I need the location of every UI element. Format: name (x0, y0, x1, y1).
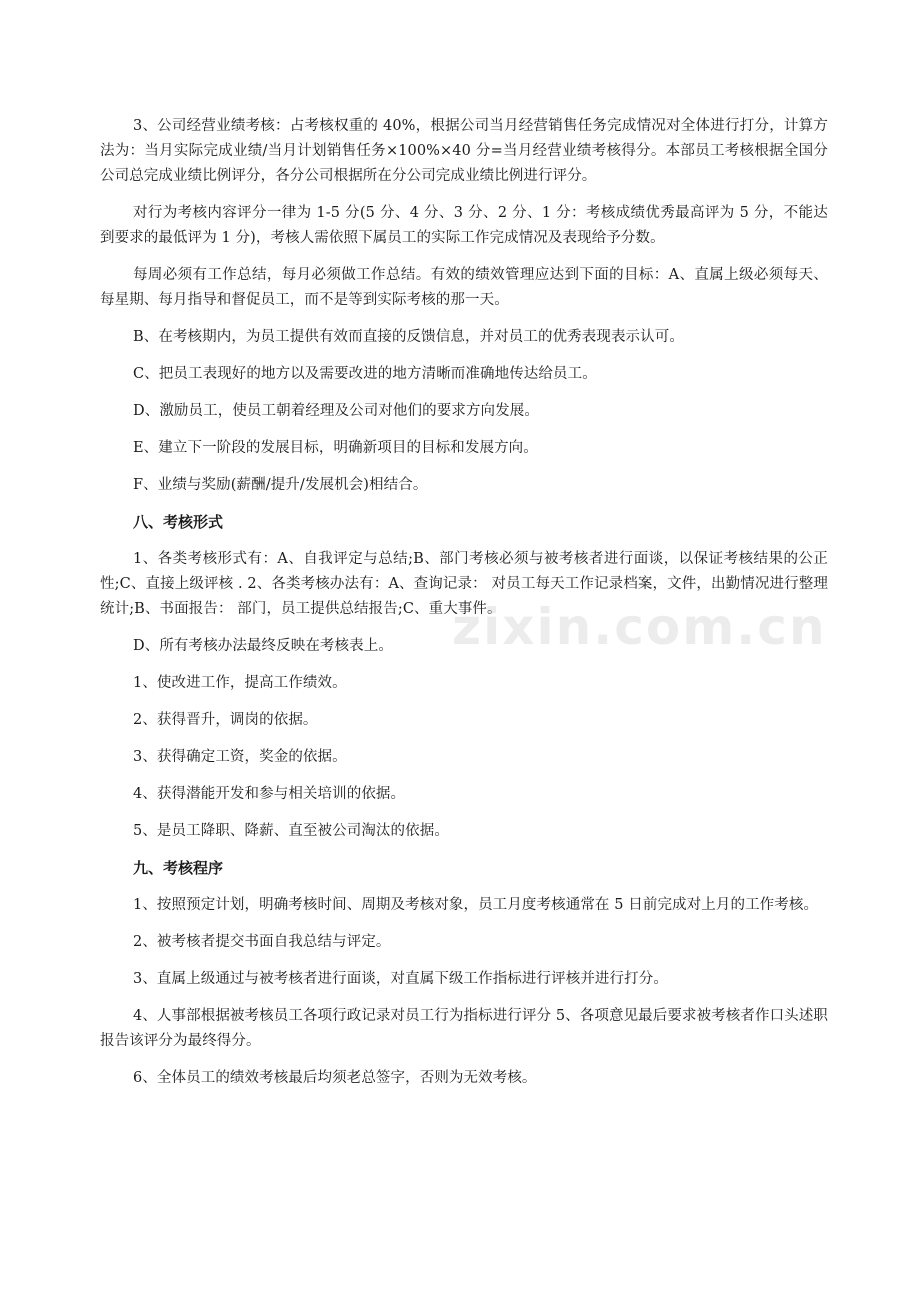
paragraph-procedure-3: 3、直属上级通过与被考核者进行面谈，对直属下级工作指标进行评核并进行打分。 (133, 971, 668, 987)
section-heading-assessment-procedure: 九、考核程序 (133, 859, 224, 877)
paragraph-procedure-4: 4、人事部根据被考核员工各项行政记录对员工行为指标进行评分 5、各项意见最后要求被考核者作口头述职报告该评分为最终得分。 (100, 1008, 828, 1049)
paragraph-purpose-1: 1、使改进工作，提高工作绩效。 (133, 675, 347, 691)
paragraph-purpose-5: 5、是员工降职、降薪、直至被公司淘汰的依据。 (133, 823, 449, 839)
paragraph-goal-c: C、把员工表现好的地方以及需要改进的地方清晰而准确地传达给员工。 (133, 366, 597, 382)
section-heading-assessment-forms: 八、考核形式 (133, 513, 224, 531)
paragraph-goal-d: D、激励员工，使员工朝着经理及公司对他们的要求方向发展。 (133, 403, 539, 419)
watermark-text: zixin.com.cn (452, 598, 827, 656)
paragraph-behavior-scoring: 对行为考核内容评分一律为 1-5 分(5 分、4 分、3 分、2 分、1 分：考核成绩优秀最高评为 5 分，不能达到要求的最低评为 1 分)，考核人需依照下属员工的实际工作完成情况及表现给予分数。 (100, 205, 828, 246)
paragraph-goal-f: F、业绩与奖励(薪酬/提升/发展机会)相结合。 (133, 477, 428, 493)
paragraph-purpose-2: 2、获得晋升，调岗的依据。 (133, 712, 318, 728)
paragraph-assessment-forms: 1、各类考核形式有：A、自我评定与总结;B、部门考核必须与被考核者进行面谈，以保证考核结果的公正性;C、直接上级评核 . 2、各类考核办法有：A、查询记录： 对员工每天工作记录档案，文件，出勤情况进行整理统计;B、书面报告： 部门，员工提供总结报告;C、重大事件。 (100, 551, 828, 617)
paragraph-procedure-2: 2、被考核者提交书面自我总结与评定。 (133, 934, 391, 950)
paragraph-purpose-3: 3、获得确定工资，奖金的依据。 (133, 749, 347, 765)
paragraph-procedure-1: 1、按照预定计划，明确考核时间、周期及考核对象，员工月度考核通常在 5 日前完成对上月的工作考核。 (133, 897, 819, 913)
paragraph-purpose-4: 4、获得潜能开发和参与相关培训的依据。 (133, 786, 406, 802)
paragraph-weekly-summary: 每周必须有工作总结，每月必须做工作总结。有效的绩效管理应达到下面的目标：A、直属上级必须每天、每星期、每月指导和督促员工，而不是等到实际考核的那一天。 (100, 267, 828, 308)
document-body (100, 114, 828, 1103)
paragraph-assessment-table: D、所有考核办法最终反映在考核表上。 (133, 638, 393, 654)
paragraph-goal-e: E、建立下一阶段的发展目标，明确新项目的目标和发展方向。 (133, 440, 538, 456)
paragraph-business-performance: 3、公司经营业绩考核：占考核权重的 40%，根据公司当月经营销售任务完成情况对全体进行打分，计算方法为：当月实际完成业绩/当月计划销售任务×100%×40 分=当月经营业绩考核得分。本部员工考核根据全国分公司总完成业绩比例评分，各分公司根据所在分公司完成业绩比例进行评分。 (100, 118, 828, 184)
paragraph-goal-b: B、在考核期内，为员工提供有效而直接的反馈信息，并对员工的优秀表现表示认可。 (133, 329, 684, 345)
paragraph-procedure-6: 6、全体员工的绩效考核最后均须老总签字，否则为无效考核。 (133, 1070, 537, 1086)
